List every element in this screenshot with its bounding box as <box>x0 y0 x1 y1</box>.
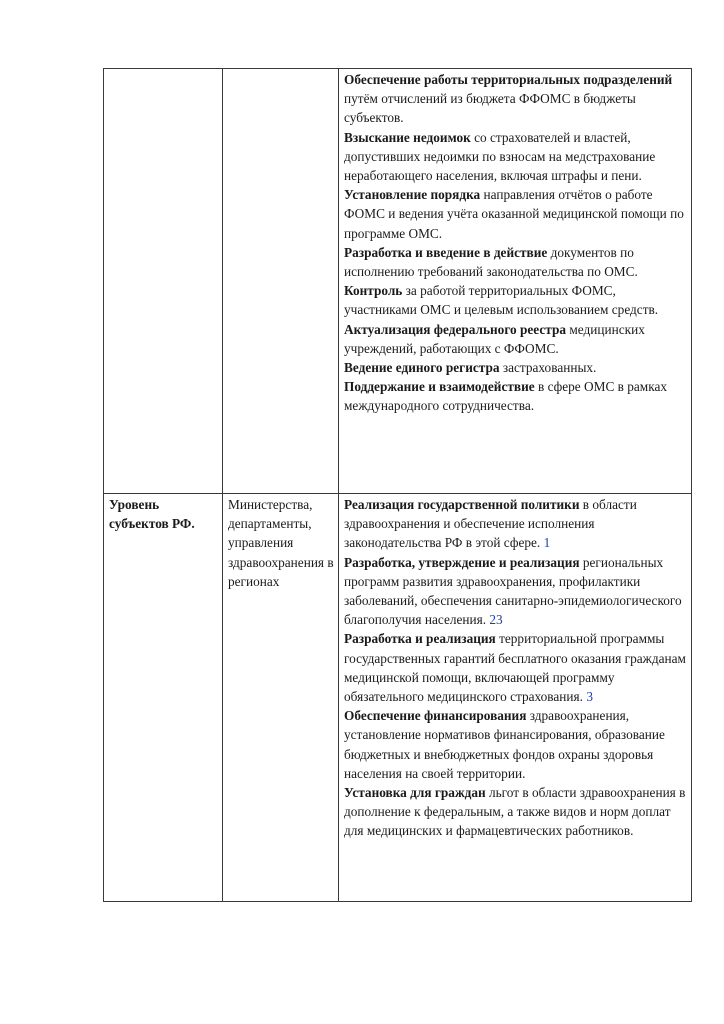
function-heading: Контроль <box>344 283 403 299</box>
function-heading: Взыскание недоимок <box>344 129 471 145</box>
function-text: медицинских учреждений, работающих с ФФОМС. <box>344 321 645 356</box>
function-paragraph <box>344 495 687 553</box>
organ-cell <box>223 494 339 902</box>
function-text: в сфере ОМС в рамках международного сотрудничества. <box>344 379 668 414</box>
function-heading: Разработка и реализация <box>344 631 496 647</box>
function-text: за работой территориальных ФОМС, участниками ОМС и целевым использованием средств. <box>344 283 659 318</box>
reference-number: 23 <box>489 612 503 628</box>
level-cell <box>104 494 223 902</box>
function-heading: Обеспечение финансирования <box>344 708 527 724</box>
function-paragraph <box>344 243 687 281</box>
function-text: региональных программ развития здравоохранения, профилактики заболеваний, обеспечения санитарно-эпидемиологического благополучия населения. <box>344 554 682 628</box>
function-paragraph <box>344 553 687 630</box>
function-text: застрахованных. <box>499 360 597 376</box>
function-heading: Обеспечение работы территориальных подразделений <box>344 72 673 87</box>
function-paragraph <box>344 377 687 415</box>
function-text: путём отчислений из бюджета ФФОМС в бюджеты субъектов. <box>344 91 636 126</box>
table-row <box>104 69 692 494</box>
table-row <box>104 494 692 902</box>
function-paragraph <box>344 783 687 841</box>
function-heading: Установка для граждан <box>344 785 486 801</box>
function-paragraph <box>344 185 687 243</box>
level-cell <box>104 69 223 494</box>
function-heading: Установление порядка <box>344 187 481 203</box>
function-text: в области здравоохранения и обеспечение исполнения законодательства РФ в этой сфере. <box>344 497 637 551</box>
function-text: льгот в области здравоохранения в дополнение к федеральным, а также видов и норм доплат для медицинских и фармацевтических работников. <box>344 785 686 839</box>
function-paragraph <box>344 706 687 783</box>
reference-number: 1 <box>543 535 551 551</box>
function-heading: Поддержание и взаимодействие <box>344 379 535 395</box>
functions-cell <box>339 69 692 494</box>
functions-cell <box>339 494 692 902</box>
function-paragraph <box>344 358 687 377</box>
function-heading: Реализация государственной политики <box>344 497 580 512</box>
function-text: территориальной программы государственных гарантий бесплатного оказания гражданам медицинской помощи, включающей программу обязательного медицинского страхования. <box>344 631 686 705</box>
reference-number: 3 <box>586 689 593 705</box>
function-text: документов по исполнению требований законодательства по ОМС. <box>344 244 638 280</box>
function-text: направления отчётов о работе ФОМС и ведения учёта оказанной медицинской помощи по программе ОМС. <box>344 187 684 241</box>
function-paragraph <box>344 128 687 186</box>
function-paragraph <box>344 70 687 128</box>
function-text: здравоохранения, установление нормативов финансирования, образование бюджетных и внебюджетных фондов охраны здоровья населения на своей территории. <box>344 708 665 781</box>
organ-cell <box>223 69 339 494</box>
level-text: Уровень субъектов РФ. <box>109 497 195 532</box>
function-heading: Разработка, утверждение и реализация <box>344 554 580 570</box>
function-paragraph <box>344 320 687 358</box>
functions-table <box>103 68 692 902</box>
organ-text: Министерства, департаменты, управления здравоохранения в регионах <box>228 497 334 589</box>
function-heading: Актуализация федерального реестра <box>344 321 567 337</box>
function-heading: Разработка и введение в действие <box>344 244 548 260</box>
function-text: со страхователей и властей, допустивших недоимки по взносам на медстрахование неработающего населения, включая штрафы и пени. <box>344 129 656 184</box>
function-paragraph <box>344 629 687 706</box>
function-paragraph <box>344 281 687 319</box>
function-heading: Ведение единого регистра <box>344 360 500 376</box>
